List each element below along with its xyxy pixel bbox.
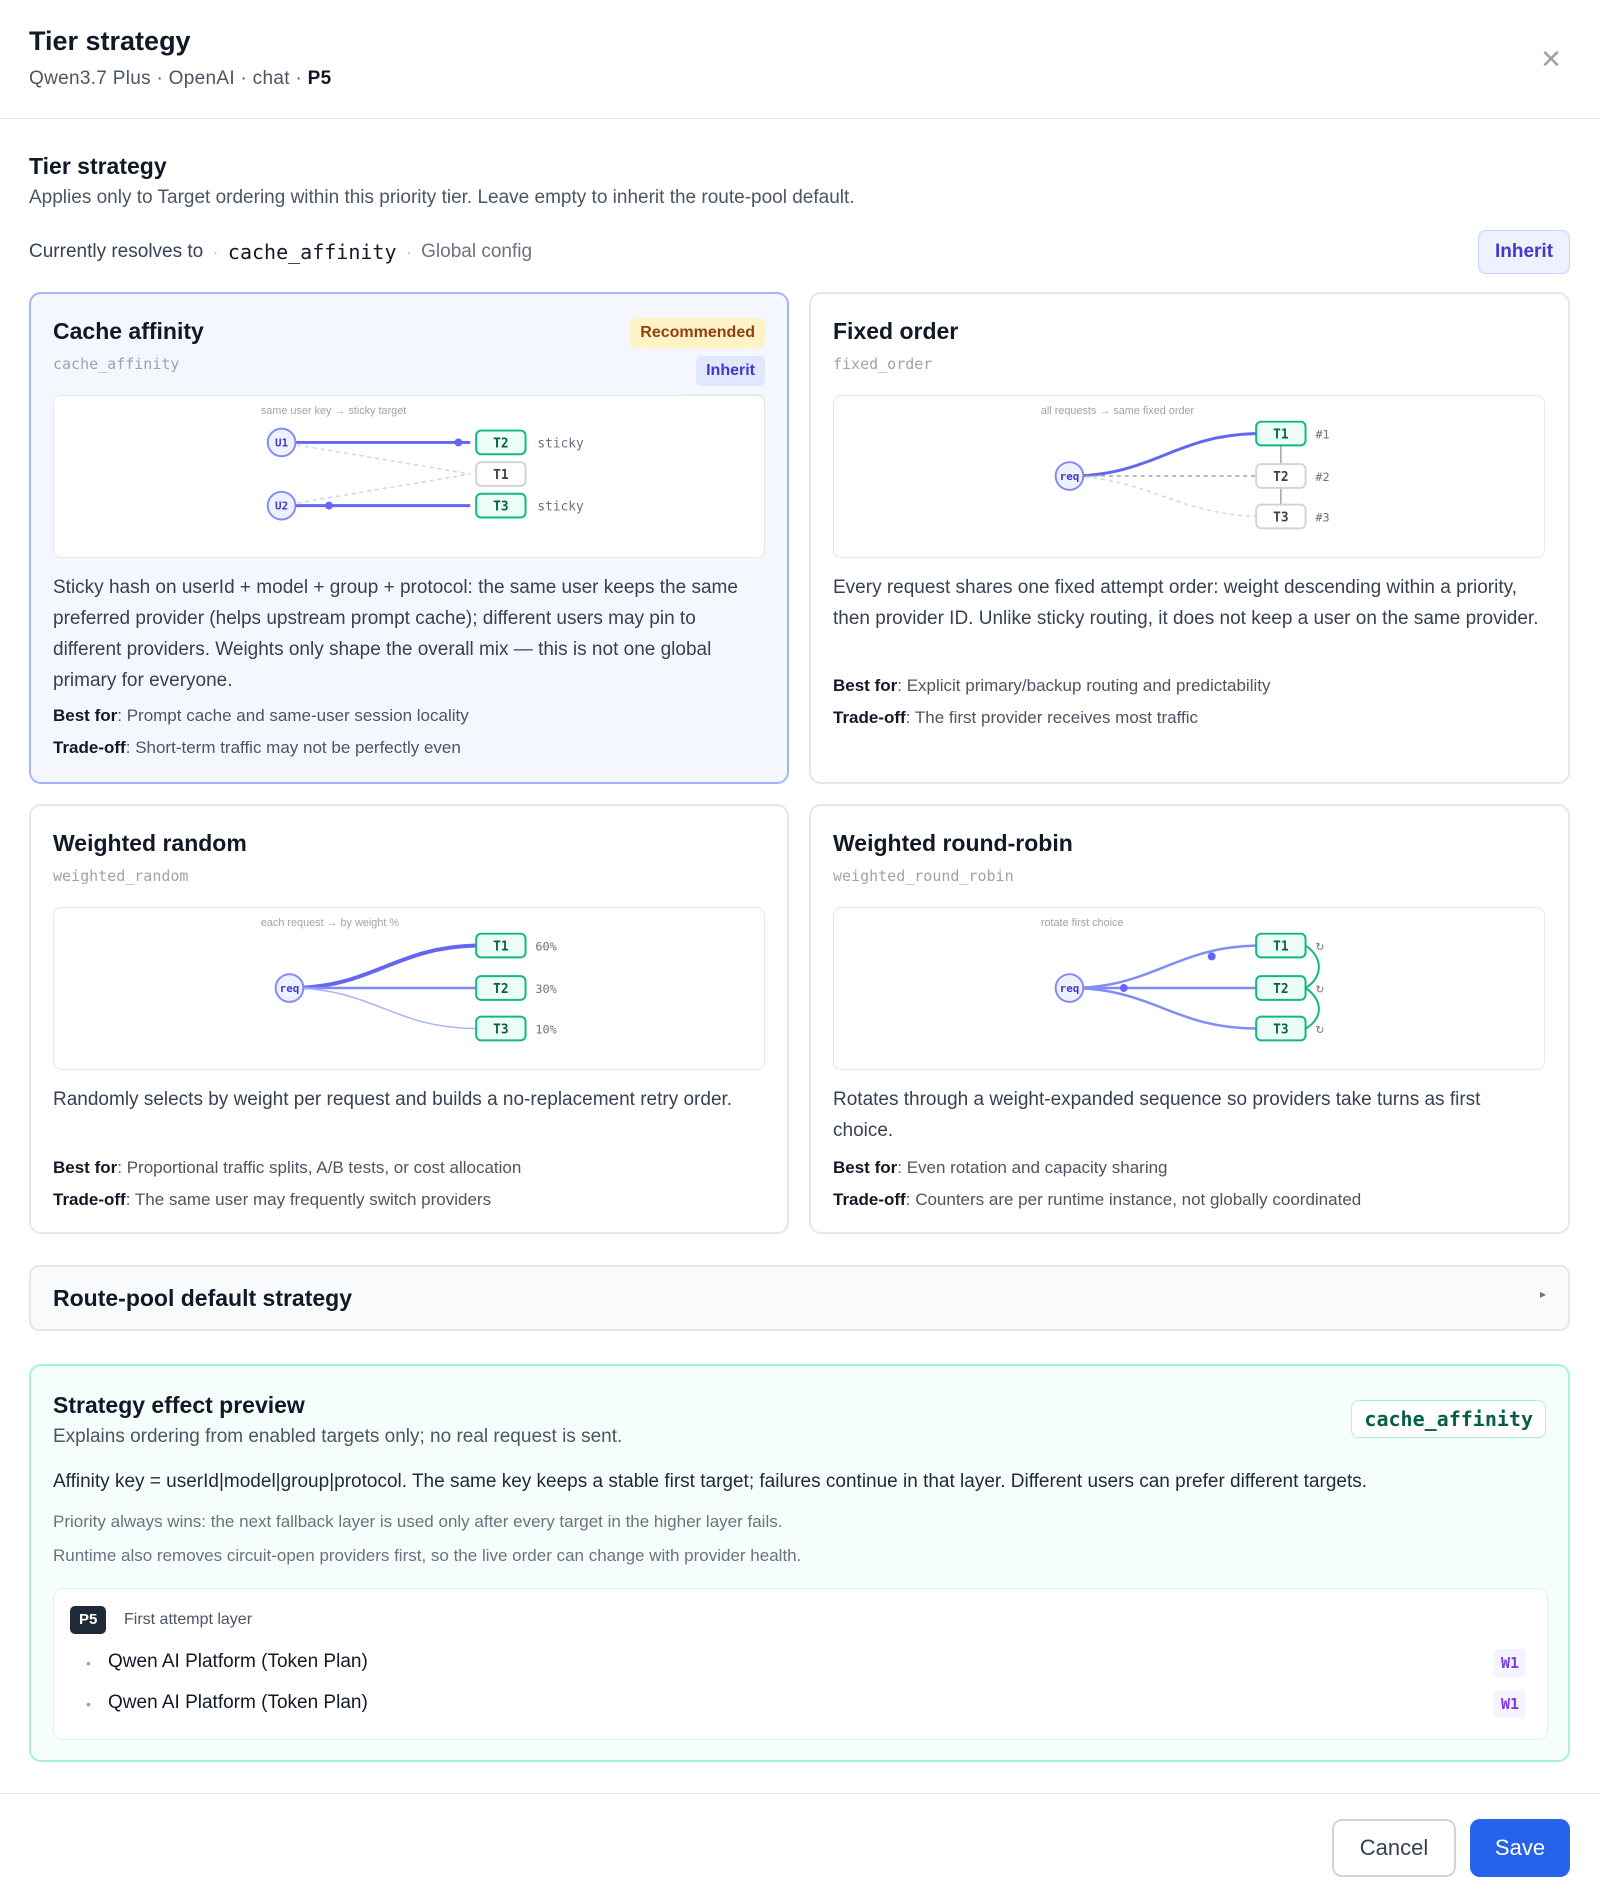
tradeoff-label: Trade-off (53, 1190, 126, 1209)
best-for-label: Best for (833, 1158, 898, 1177)
user-label: U1 (275, 436, 289, 450)
card-best-for: Best for: Explicit primary/backup routing and predictability (833, 676, 1271, 695)
source-label: req (1059, 469, 1080, 483)
separator-dot: · (406, 244, 412, 260)
rotate-icon: ↻ (1315, 982, 1325, 996)
preview-note-priority: Priority always wins: the next fallback layer is used only after every target in the higher layer fails. (53, 1512, 783, 1531)
order-label: #2 (1315, 469, 1330, 484)
save-button[interactable]: Save (1470, 1819, 1570, 1877)
dialog-subtitle (29, 68, 331, 90)
source-node-req (1056, 974, 1084, 1002)
card-description: Randomly selects by weight per request and builds a no-replacement retry order. (53, 1089, 733, 1110)
target-label: T2 (1273, 981, 1289, 997)
target-node-t2 (1256, 464, 1305, 488)
target-node-t1 (476, 934, 525, 958)
cache-affinity-diagram (53, 395, 765, 558)
target-label: T1 (1273, 427, 1289, 443)
target-label: T2 (493, 981, 509, 997)
best-for-value: Proportional traffic splits, A/B tests, or cost allocation (126, 1158, 522, 1177)
target-node-t2 (476, 976, 525, 1000)
resolves-label: Currently resolves to (29, 241, 204, 262)
card-key: fixed_order (833, 355, 933, 373)
card-tradeoff: Trade-off: The same user may frequently switch providers (53, 1190, 492, 1209)
preview-title: Strategy effect preview (53, 1392, 305, 1418)
target-label: T2 (493, 436, 509, 452)
diagram-caption: rotate first choice (1040, 916, 1124, 929)
tradeoff-value: Counters are per runtime instance, not globally coordinated (915, 1190, 1362, 1209)
round-robin-diagram (833, 907, 1545, 1070)
target-label: T3 (493, 499, 509, 515)
source-node-req (1056, 462, 1084, 490)
diagram-caption: each request → by weight % (260, 916, 400, 929)
tradeoff-label: Trade-off (833, 1190, 906, 1209)
resolves-value: cache_affinity (227, 240, 397, 264)
target-node-t3 (476, 494, 525, 518)
route-pool-title: Route-pool default strategy (53, 1285, 353, 1311)
card-description: Every request shares one fixed attempt order: weight descending within a priority, then provider ID. Unlike sticky routing, it does not keep a user on the same provider. (833, 577, 1539, 629)
card-tradeoff: Trade-off: The first provider receives most traffic (833, 708, 1198, 727)
strategy-preview-panel (29, 1364, 1570, 1762)
user-label: U2 (275, 499, 289, 513)
dialog-header (0, 0, 1600, 119)
target-name: Qwen AI Platform (Token Plan) (108, 1651, 368, 1672)
diagram-caption: all requests → same fixed order (1040, 404, 1195, 417)
target-label: T1 (493, 467, 509, 483)
inherit-badge: Inherit (696, 356, 765, 386)
target-node-t3 (1256, 1017, 1305, 1041)
recommended-badge: Recommended (630, 318, 765, 348)
best-for-label: Best for (53, 1158, 118, 1177)
card-best-for: Best for: Even rotation and capacity sharing (833, 1158, 1168, 1177)
source-label: req (279, 981, 300, 995)
target-node-t1 (476, 462, 525, 486)
source-node-req (276, 974, 304, 1002)
target-node-t1 (1256, 934, 1305, 958)
inherit-button[interactable]: Inherit (1478, 230, 1570, 274)
source-label: req (1059, 981, 1080, 995)
subtitle-path: Qwen3.7 Plus · OpenAI · chat · (29, 68, 308, 89)
tradeoff-label: Trade-off (833, 708, 906, 727)
best-for-value: Even rotation and capacity sharing (906, 1158, 1168, 1177)
dialog-title: Tier strategy (29, 26, 191, 56)
target-node-t1 (1256, 422, 1305, 446)
target-label: T3 (493, 1022, 509, 1038)
close-icon[interactable]: ✕ (1540, 44, 1562, 74)
target-node-t3 (476, 1017, 525, 1041)
strategy-card-weighted-round-robin[interactable] (809, 804, 1570, 1234)
subtitle-tier: P5 (307, 68, 332, 89)
resolves-row (29, 240, 532, 264)
card-tradeoff: Trade-off: Counters are per runtime instance, not globally coordinated (833, 1190, 1362, 1209)
section-title: Tier strategy (29, 153, 167, 179)
target-label: T1 (1273, 939, 1289, 955)
fixed-order-diagram (833, 395, 1545, 558)
best-for-label: Best for (53, 706, 118, 725)
tradeoff-label: Trade-off (53, 738, 126, 757)
diagram-caption: same user key → sticky target (260, 404, 407, 417)
layer-label: First attempt layer (124, 1611, 253, 1628)
cancel-button[interactable]: Cancel (1332, 1819, 1456, 1877)
resolves-source: Global config (421, 241, 533, 262)
card-title: Weighted round-robin (833, 830, 1073, 856)
bullet-icon: • (86, 1655, 91, 1671)
target-label: T3 (1273, 1022, 1289, 1038)
preview-strategy-code: cache_affinity (1351, 1400, 1546, 1438)
preview-explanation: Affinity key = userId|model|group|protocol. The same key keeps a stable first target; failures continue in that layer. Different users can prefer different targets. (53, 1471, 1368, 1492)
preview-description: Explains ordering from enabled targets only; no real request is sent. (53, 1426, 623, 1447)
card-best-for: Best for: Proportional traffic splits, A/B tests, or cost allocation (53, 1158, 522, 1177)
target-name: Qwen AI Platform (Token Plan) (108, 1692, 368, 1713)
tradeoff-value: The first provider receives most traffic (914, 708, 1198, 727)
card-title: Weighted random (53, 830, 247, 856)
separator-dot: · (213, 244, 218, 260)
best-for-label: Best for (833, 676, 898, 695)
rotate-icon: ↻ (1315, 1023, 1325, 1037)
rotate-icon: ↻ (1315, 940, 1325, 954)
best-for-value: Explicit primary/backup routing and predictability (906, 676, 1271, 695)
preview-note-runtime: Runtime also removes circuit-open providers first, so the live order can change with provider health. (53, 1546, 802, 1565)
weight-badge: W1 (1494, 1690, 1526, 1718)
card-title: Fixed order (833, 318, 959, 344)
bullet-icon: • (86, 1696, 91, 1712)
sticky-label: sticky (537, 499, 584, 515)
target-node-t3 (1256, 505, 1305, 529)
layer-target-row (86, 1688, 1526, 1722)
sticky-label: sticky (537, 436, 584, 452)
card-title: Cache affinity (53, 318, 204, 344)
target-label: T3 (1273, 510, 1289, 526)
target-node-t2 (1256, 976, 1305, 1000)
card-key: cache_affinity (53, 355, 180, 373)
card-description: Rotates through a weight-expanded sequence so providers take turns as first choice. (833, 1089, 1481, 1141)
card-best-for: Best for: Prompt cache and same-user session locality (53, 706, 469, 725)
strategy-card-weighted-random[interactable] (29, 804, 789, 1234)
layer-priority-badge: P5 (70, 1606, 106, 1634)
strategy-card-cache-affinity[interactable] (29, 292, 789, 784)
target-label: T2 (1273, 469, 1289, 485)
caret-right-icon: ▸ (1539, 1287, 1546, 1301)
card-description: Sticky hash on userId + model + group + protocol: the same user keeps the same preferred provider (helps upstream prompt cache); different users may pin to different providers. Weights only shape the overall mix — this is not one global primary for everyone. (53, 577, 738, 691)
weight-label: 10% (535, 1022, 557, 1037)
strategy-card-fixed-order[interactable] (809, 292, 1570, 784)
weight-badge: W1 (1494, 1649, 1526, 1677)
attempt-layer (53, 1588, 1548, 1740)
weight-label: 30% (535, 981, 557, 996)
weight-label: 60% (535, 939, 557, 954)
target-node-t2 (476, 431, 525, 455)
best-for-value: Prompt cache and same-user session locality (126, 706, 469, 725)
layer-target-row (86, 1647, 1526, 1681)
tradeoff-value: Short-term traffic may not be perfectly even (135, 738, 461, 757)
card-key: weighted_round_robin (833, 867, 1014, 885)
tradeoff-value: The same user may frequently switch providers (134, 1190, 492, 1209)
weighted-random-diagram (53, 907, 765, 1070)
section-description: Applies only to Target ordering within this priority tier. Leave empty to inherit the route-pool default. (29, 187, 855, 208)
order-label: #1 (1315, 427, 1330, 442)
user-node-u2 (268, 492, 296, 520)
order-label: #3 (1315, 510, 1330, 525)
user-node-u1 (268, 429, 296, 457)
dialog-footer (0, 1793, 1600, 1897)
route-pool-default-toggle[interactable] (29, 1265, 1570, 1331)
card-tradeoff: Trade-off: Short-term traffic may not be perfectly even (53, 738, 461, 757)
target-label: T1 (493, 939, 509, 955)
card-key: weighted_random (53, 867, 189, 885)
